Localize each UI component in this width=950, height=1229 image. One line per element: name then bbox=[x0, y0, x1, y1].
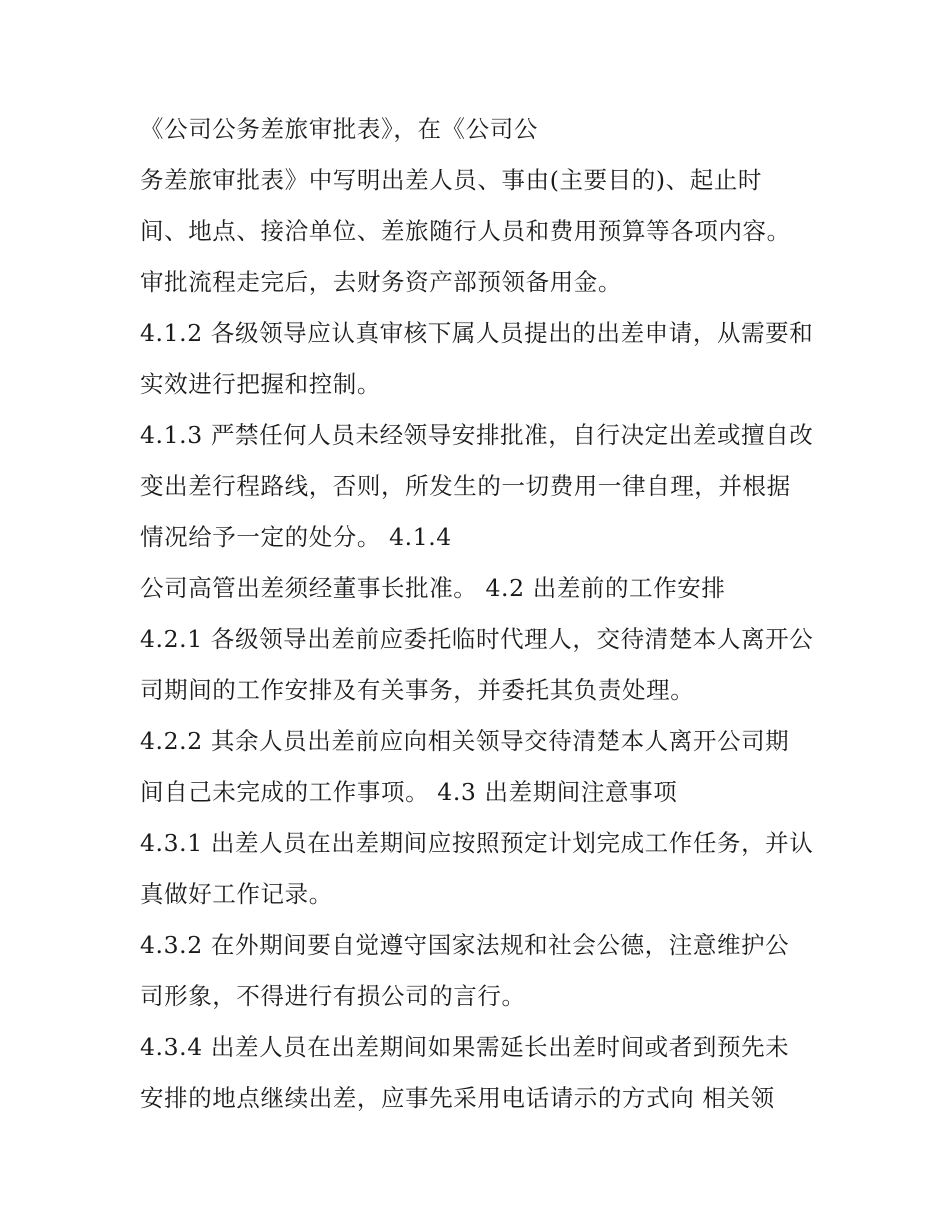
text-line: 情况给予一定的处分。 4.1.4 bbox=[140, 523, 452, 551]
text-line: 4.3.2 在外期间要自觉遵守国家法规和社会公德，注意维护公 bbox=[140, 931, 790, 959]
document-body bbox=[140, 104, 820, 1124]
text-line: 4.2.2 其余人员出差前应向相关领导交待清楚本人离开公司期 bbox=[140, 727, 790, 755]
text-line: 真做好工作记录。 bbox=[140, 880, 333, 908]
text-line: 《公司公务差旅审批表》，在《公司公 bbox=[140, 115, 538, 143]
text-line: 审批流程走完后，去财务资产部预领备用金。 bbox=[140, 268, 622, 296]
text-line: 4.2.1 各级领导出差前应委托临时代理人，交待清楚本人离开公 bbox=[140, 625, 814, 653]
text-line: 4.1.3 严禁任何人员未经领导安排批准，自行决定出差或擅自改 bbox=[140, 421, 814, 449]
text-line: 司形象，不得进行有损公司的言行。 bbox=[140, 982, 526, 1010]
text-line: 间、地点、接洽单位、差旅随行人员和费用预算等各项内容。 bbox=[140, 217, 791, 245]
text-line: 4.3.1 出差人员在出差期间应按照预定计划完成工作任务，并认 bbox=[140, 829, 814, 857]
text-line: 司期间的工作安排及有关事务，并委托其负责处理。 bbox=[140, 676, 695, 704]
text-line: 4.3.4 出差人员在出差期间如果需延长出差时间或者到预先未 bbox=[140, 1033, 790, 1061]
text-line: 务差旅审批表》中写明出差人员、事由(主要目的)、起止时 bbox=[140, 166, 763, 194]
text-line: 公司高管出差须经董事长批准。 4.2 出差前的工作安排 bbox=[140, 574, 726, 602]
text-line: 4.1.2 各级领导应认真审核下属人员提出的出差申请，从需要和 bbox=[140, 319, 814, 347]
text-line: 变出差行程路线，否则，所发生的一切费用一律自理，并根据 bbox=[140, 472, 791, 500]
text-line: 安排的地点继续出差，应事先采用电话请示的方式向 相关领 bbox=[140, 1084, 775, 1112]
text-line: 实效进行把握和控制。 bbox=[140, 370, 381, 398]
text-line: 间自己未完成的工作事项。 4.3 出差期间注意事项 bbox=[140, 778, 678, 806]
